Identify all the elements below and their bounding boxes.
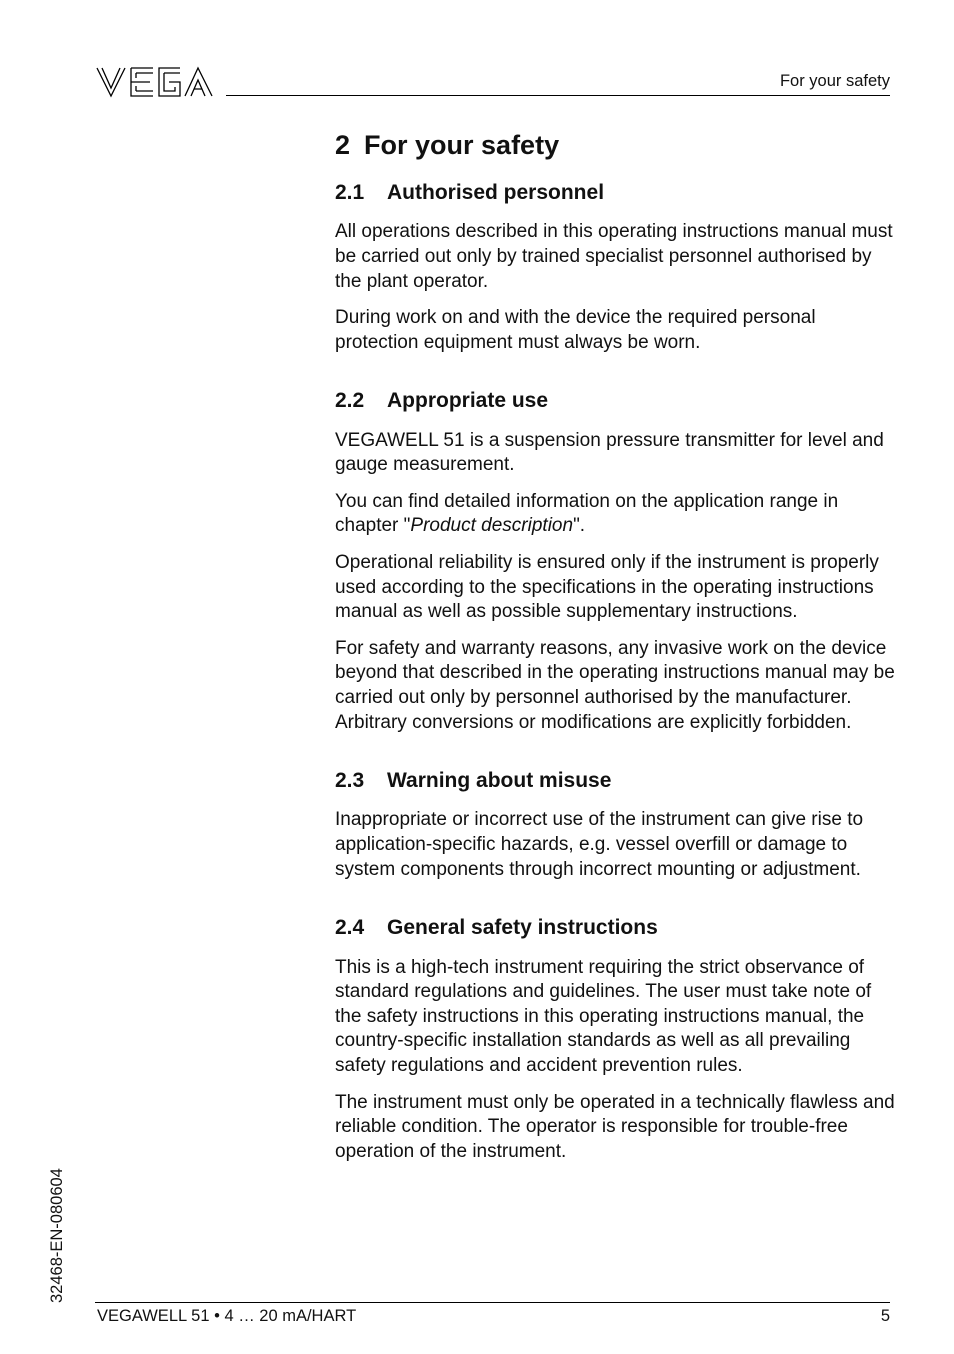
paragraph-application-range	[335, 490, 895, 539]
section-number: 2.4	[335, 916, 365, 940]
text-segment: You can find detailed information on the application range in chapter "	[335, 490, 839, 537]
header-rule	[226, 95, 890, 96]
paragraph: This is a high-tech instrument requiring the strict observance of standard regulations and guidelines. The user must take note of the safety instructions in this operating instructions manual, the country-specific installation standards as well as all prevailing safety regulations and accident prevention rules.	[335, 956, 872, 1076]
section-heading	[335, 387, 895, 414]
document-code: 32468-EN-080604	[48, 1168, 66, 1303]
section-appropriate-use	[335, 387, 895, 735]
paragraph: All operations described in this operating instructions manual must be carried out only by trained specialist personnel authorised by the plant operator.	[335, 221, 893, 292]
section-number: 2.3	[335, 769, 365, 793]
section-title: Warning about misuse	[387, 769, 612, 793]
paragraph: For safety and warranty reasons, any invasive work on the device beyond that described in the operating instructions manual may be carried out only by personnel authorised by the manufacturer. Arbitrary conversions or modifications are explicitly forbidden.	[335, 637, 895, 733]
footer-product: VEGAWELL 51 • 4 … 20 mA/HART	[97, 1307, 357, 1325]
chapter-reference: Product description	[410, 515, 574, 537]
section-number: 2.1	[335, 181, 365, 205]
paragraph: Operational reliability is ensured only if the instrument is properly used according to the specifications in the operating instructions manual as well as possible supplementary instructions.	[335, 552, 879, 623]
section-number: 2.2	[335, 389, 365, 413]
section-heading	[335, 914, 895, 941]
footer-rule	[95, 1302, 890, 1303]
chapter-number: 2	[335, 130, 351, 160]
paragraph: VEGAWELL 51 is a suspension pressure transmitter for level and gauge measurement.	[335, 429, 884, 476]
paragraph: Inappropriate or incorrect use of the instrument can give rise to application-specific hazards, e.g. vessel overfill or damage to system components through incorrect mounting or adjustment.	[335, 809, 864, 880]
section-heading	[335, 179, 895, 206]
section-warning-misuse	[335, 767, 895, 882]
paragraph: The instrument must only be operated in a technically flawless and reliable condition. The operator is responsible for trouble-free operation of the instrument.	[335, 1091, 895, 1162]
paragraph: During work on and with the device the required personal protection equipment must always be worn.	[335, 307, 816, 353]
section-title: Authorised personnel	[387, 181, 605, 205]
section-title: General safety instructions	[387, 916, 658, 940]
page-number: 5	[880, 1307, 890, 1325]
vega-logo	[95, 64, 215, 100]
section-authorised-personnel	[335, 179, 895, 355]
text-segment: ".	[573, 515, 586, 537]
running-title: For your safety	[779, 72, 890, 90]
chapter-title: For your safety	[364, 130, 560, 160]
main-content	[335, 128, 895, 1176]
section-general-safety	[335, 914, 895, 1164]
section-heading	[335, 767, 895, 794]
chapter-heading	[335, 128, 895, 163]
section-title: Appropriate use	[387, 389, 549, 413]
